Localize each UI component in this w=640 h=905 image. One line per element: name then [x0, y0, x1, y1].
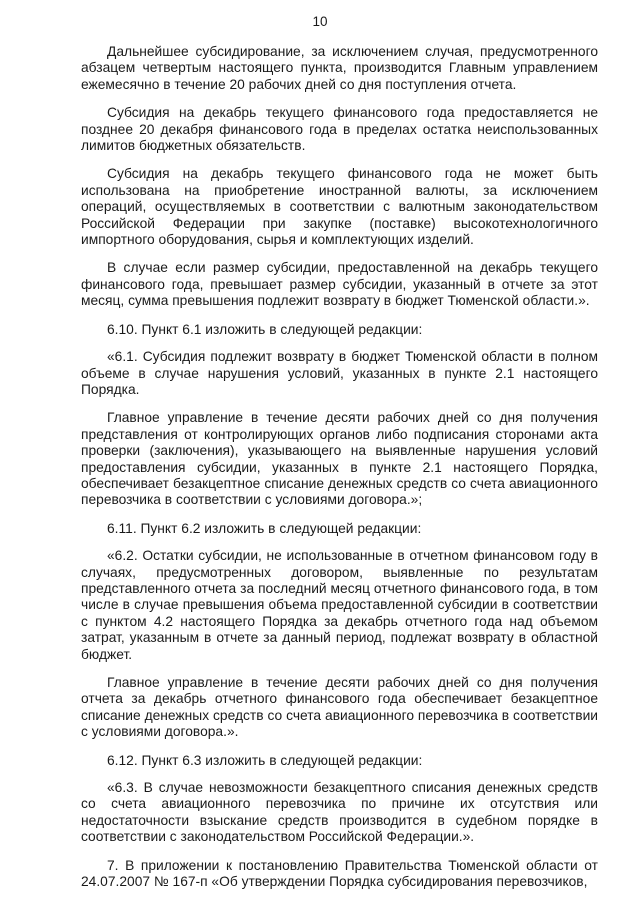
- paragraph-write-off-december: Главное управление в течение десяти рабочих дней со дня получения отчета за декабрь отчетного финансового года обеспечивает безакцептное списание денежных средств со счета авиационного перевозчика в соответствии с условиями договора.».: [81, 675, 598, 740]
- paragraph-currency-restriction: Субсидия на декабрь текущего финансового года не может быть использована на приобретение иностранной валюты, за исключением операций, осуществляемых в соответствии с валютным законодательством Российской Федерации при закупке (поставке) высокотехнологичного импортного оборудования, сырья и комплектующих изделий.: [81, 166, 598, 248]
- paragraph-clause-6-1: «6.1. Субсидия подлежит возврату в бюджет Тюменской области в полном объеме в случае нарушения условий, указанных в пункте 2.1 настоящего Порядка.: [81, 349, 598, 397]
- paragraph-item-6-11: 6.11. Пункт 6.2 изложить в следующей редакции:: [107, 520, 422, 536]
- paragraph-clause-6-3: «6.3. В случае невозможности безакцептного списания денежных средств со счета авиационного перевозчика по причине их отсутствия или недостаточности взыскание средств производится в судебном порядке в соответствии с законодательством Российской Федерации.».: [81, 780, 598, 845]
- document-body: [81, 44, 598, 902]
- paragraph-clause-6-2: «6.2. Остатки субсидии, не использованные в отчетном финансовом году в случаях, предусмотренных договором, выявленные по результатам представленного отчета за последний месяц отчетного финансового года, в том числе в случае превышения объема предоставленной субсидии в соответствии с пунктом 4.2 настоящего Порядка за декабрь отчетного года над объемом затрат, указанным в отчете за данный период, подлежат возврату в областной бюджет.: [81, 548, 598, 662]
- paragraph-subsidy-monthly: Дальнейшее субсидирование, за исключением случая, предусмотренного абзацем четвертым настоящего пункта, производится Главным управлением ежемесячно в течение 20 рабочих дней со дня поступления отчета.: [81, 44, 598, 92]
- paragraph-item-7: 7. В приложении к постановлению Правительства Тюменской области от 24.07.2007 № 167-п «Об утверждении Порядка субсидирования перевозчиков,: [81, 857, 598, 890]
- paragraph-write-off-violations: Главное управление в течение десяти рабочих дней со дня получения представления от контролирующих органов либо подписания сторонами акта проверки (заключения), указывающего на выявленные нарушения условий предоставления субсидии, указанных в пункте 2.1 настоящего Порядка, обеспечивает безакцептное списание денежных средств со счета авиационного перевозчика в соответствии с условиями договора.»;: [81, 410, 598, 508]
- paragraph-excess-return: В случае если размер субсидии, предоставленной на декабрь текущего финансового года, превышает размер субсидии, указанный в отчете за этот месяц, сумма превышения подлежит возврату в бюджет Тюменской области.».: [81, 260, 598, 309]
- paragraph-item-6-12: 6.12. Пункт 6.3 изложить в следующей редакции:: [107, 752, 423, 768]
- paragraph-december-deadline: Субсидия на декабрь текущего финансового года предоставляется не позднее 20 декабря финансового года в пределах остатка неиспользованных лимитов бюджетных обязательств.: [81, 105, 598, 154]
- paragraph-item-6-10: 6.10. Пункт 6.1 изложить в следующей редакции:: [107, 321, 423, 337]
- page-number: 10: [312, 14, 328, 29]
